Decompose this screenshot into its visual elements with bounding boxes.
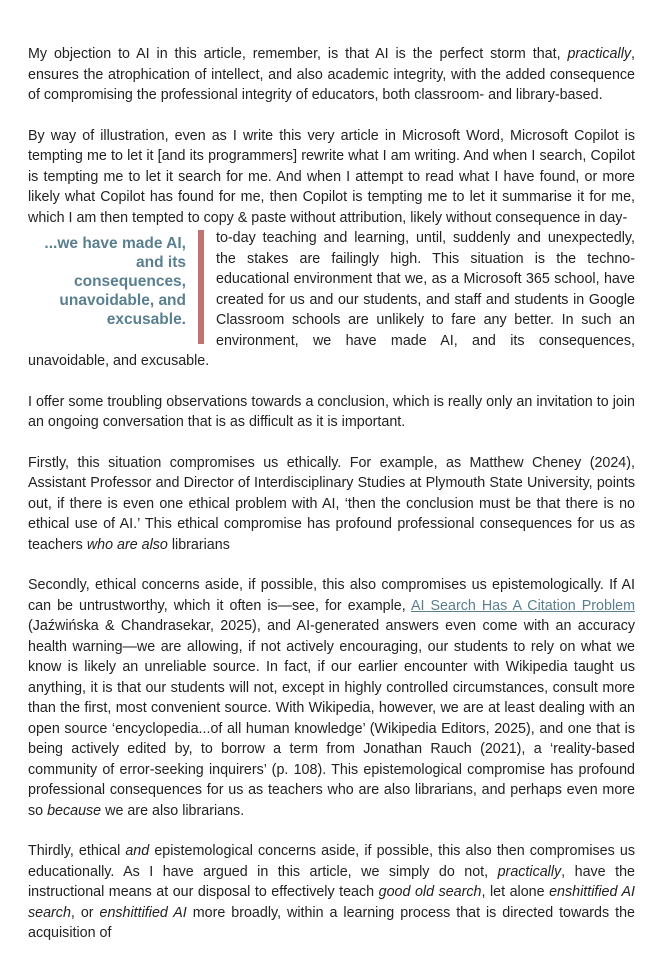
emphasis: practically xyxy=(567,46,632,62)
text-run: librarians xyxy=(167,536,230,553)
emphasis: enshittified AI search xyxy=(28,884,635,921)
text-run: , let alone xyxy=(481,884,550,900)
paragraph-5 xyxy=(28,575,635,821)
citation-link[interactable]: AI Search Has A Citation Problem xyxy=(410,597,635,614)
pullquote-block xyxy=(28,228,635,372)
text-run: , or xyxy=(70,904,100,921)
emphasis: practically xyxy=(497,863,562,880)
text-run: , ensures the atrophication of intellect, and also academic integrity, with the added consequence of compromising the professional integrity of educators, both classroom- and library-based. xyxy=(28,46,635,103)
emphasis: because xyxy=(47,802,102,819)
paragraph-2 xyxy=(28,126,635,229)
paragraph-4 xyxy=(28,453,635,556)
paragraph-3: I offer some troubling observations towards a conclusion, which is really only an invitation to join an ongoing conversation that is as difficult as it is important. xyxy=(28,393,635,430)
text-run: Secondly, ethical concerns aside, if possible, this also compromises us epistemologically. If AI can be untrustworthy, which it often is—see, for example, xyxy=(28,577,635,614)
text-run: My objection to AI in this article, remember, is that AI is the perfect storm that, xyxy=(28,46,568,62)
text-run: , have the instructional means at our disposal to effectively teach xyxy=(28,863,635,900)
pullquote: ...we have made AI, and its consequences, unavoidable, and excusable. xyxy=(28,230,204,344)
article-body xyxy=(28,44,635,964)
text-run: more broadly, within a learning process that is directed towards the acquisition of xyxy=(28,904,635,941)
emphasis: enshittified AI xyxy=(99,904,187,921)
emphasis: and xyxy=(125,843,150,859)
paragraph-1 xyxy=(28,44,635,106)
text-run: Firstly, this situation compromises us ethically. For example, as Matthew Cheney (2024), Assistant Professor and Director of Interdisciplinary Studies at Plymouth State University, points out, if there is even one ethical problem with AI, ‘then the conclusion must be that there is no ethical use of AI.’ This ethical compromise has profound professional consequences for us as teachers xyxy=(28,454,635,553)
text-run: we are also librarians. xyxy=(101,802,245,819)
text-run: (Jaźwińska & Chandrasekar, 2025), and AI-generated answers even come with an accuracy health warning—we are allowing, if not actively encouraging, our students to rely on what we know is likely an unreliable source. In fact, if our earlier encounter with Wikipedia taught us anything, it is that our students will not, except in highly controlled circumstances, consult more than the first, most convenient source. With Wikipedia, however, we are at least dealing with an open source ‘encyclopedia...of all human knowledge’ (Wikipedia Editors, 2025), and one that is being actively edited by, to borrow a term from Jonathan Rauch (2021), a ‘reality-based community of error-seeking inquirers’ (p. 108). This epistemological compromise has profound professional consequences for us as teachers who are also librarians, and perhaps even more so xyxy=(28,618,635,819)
text-run: Thirdly, ethical xyxy=(28,843,126,859)
emphasis: good old search xyxy=(378,884,482,900)
emphasis: who are also xyxy=(86,536,168,553)
text-run: By way of illustration, even as I write this very article in Microsoft Word, Microsoft Copilot is tempting me to let it [and its programmers] rewrite what I am writing. And when I search, Copilot is tempting me to let it search for me. And when I attempt to read what I have found, or more likely what Copilot has found for me, then Copilot is tempting me to let it summarise it for me, which I am then tempted to copy & paste without attribution, likely without consequence in day- xyxy=(28,127,635,226)
text-run: epistemological concerns aside, if possible, this also then compromises us educationally. As I have argued in this article, we simply do not, xyxy=(28,843,635,880)
paragraph-6 xyxy=(28,841,635,944)
text-run: to-day teaching and learning, until, suddenly and unexpectedly, the stakes are failingly high. This situation is the techno-educational environment that we, as a Microsoft 365 school, have created for us and our students, and staff and students in Google Classroom schools are unlikely to fare any better. In such an environment, we have made AI, and its consequences, unavoidable, and excusable. xyxy=(28,230,635,369)
